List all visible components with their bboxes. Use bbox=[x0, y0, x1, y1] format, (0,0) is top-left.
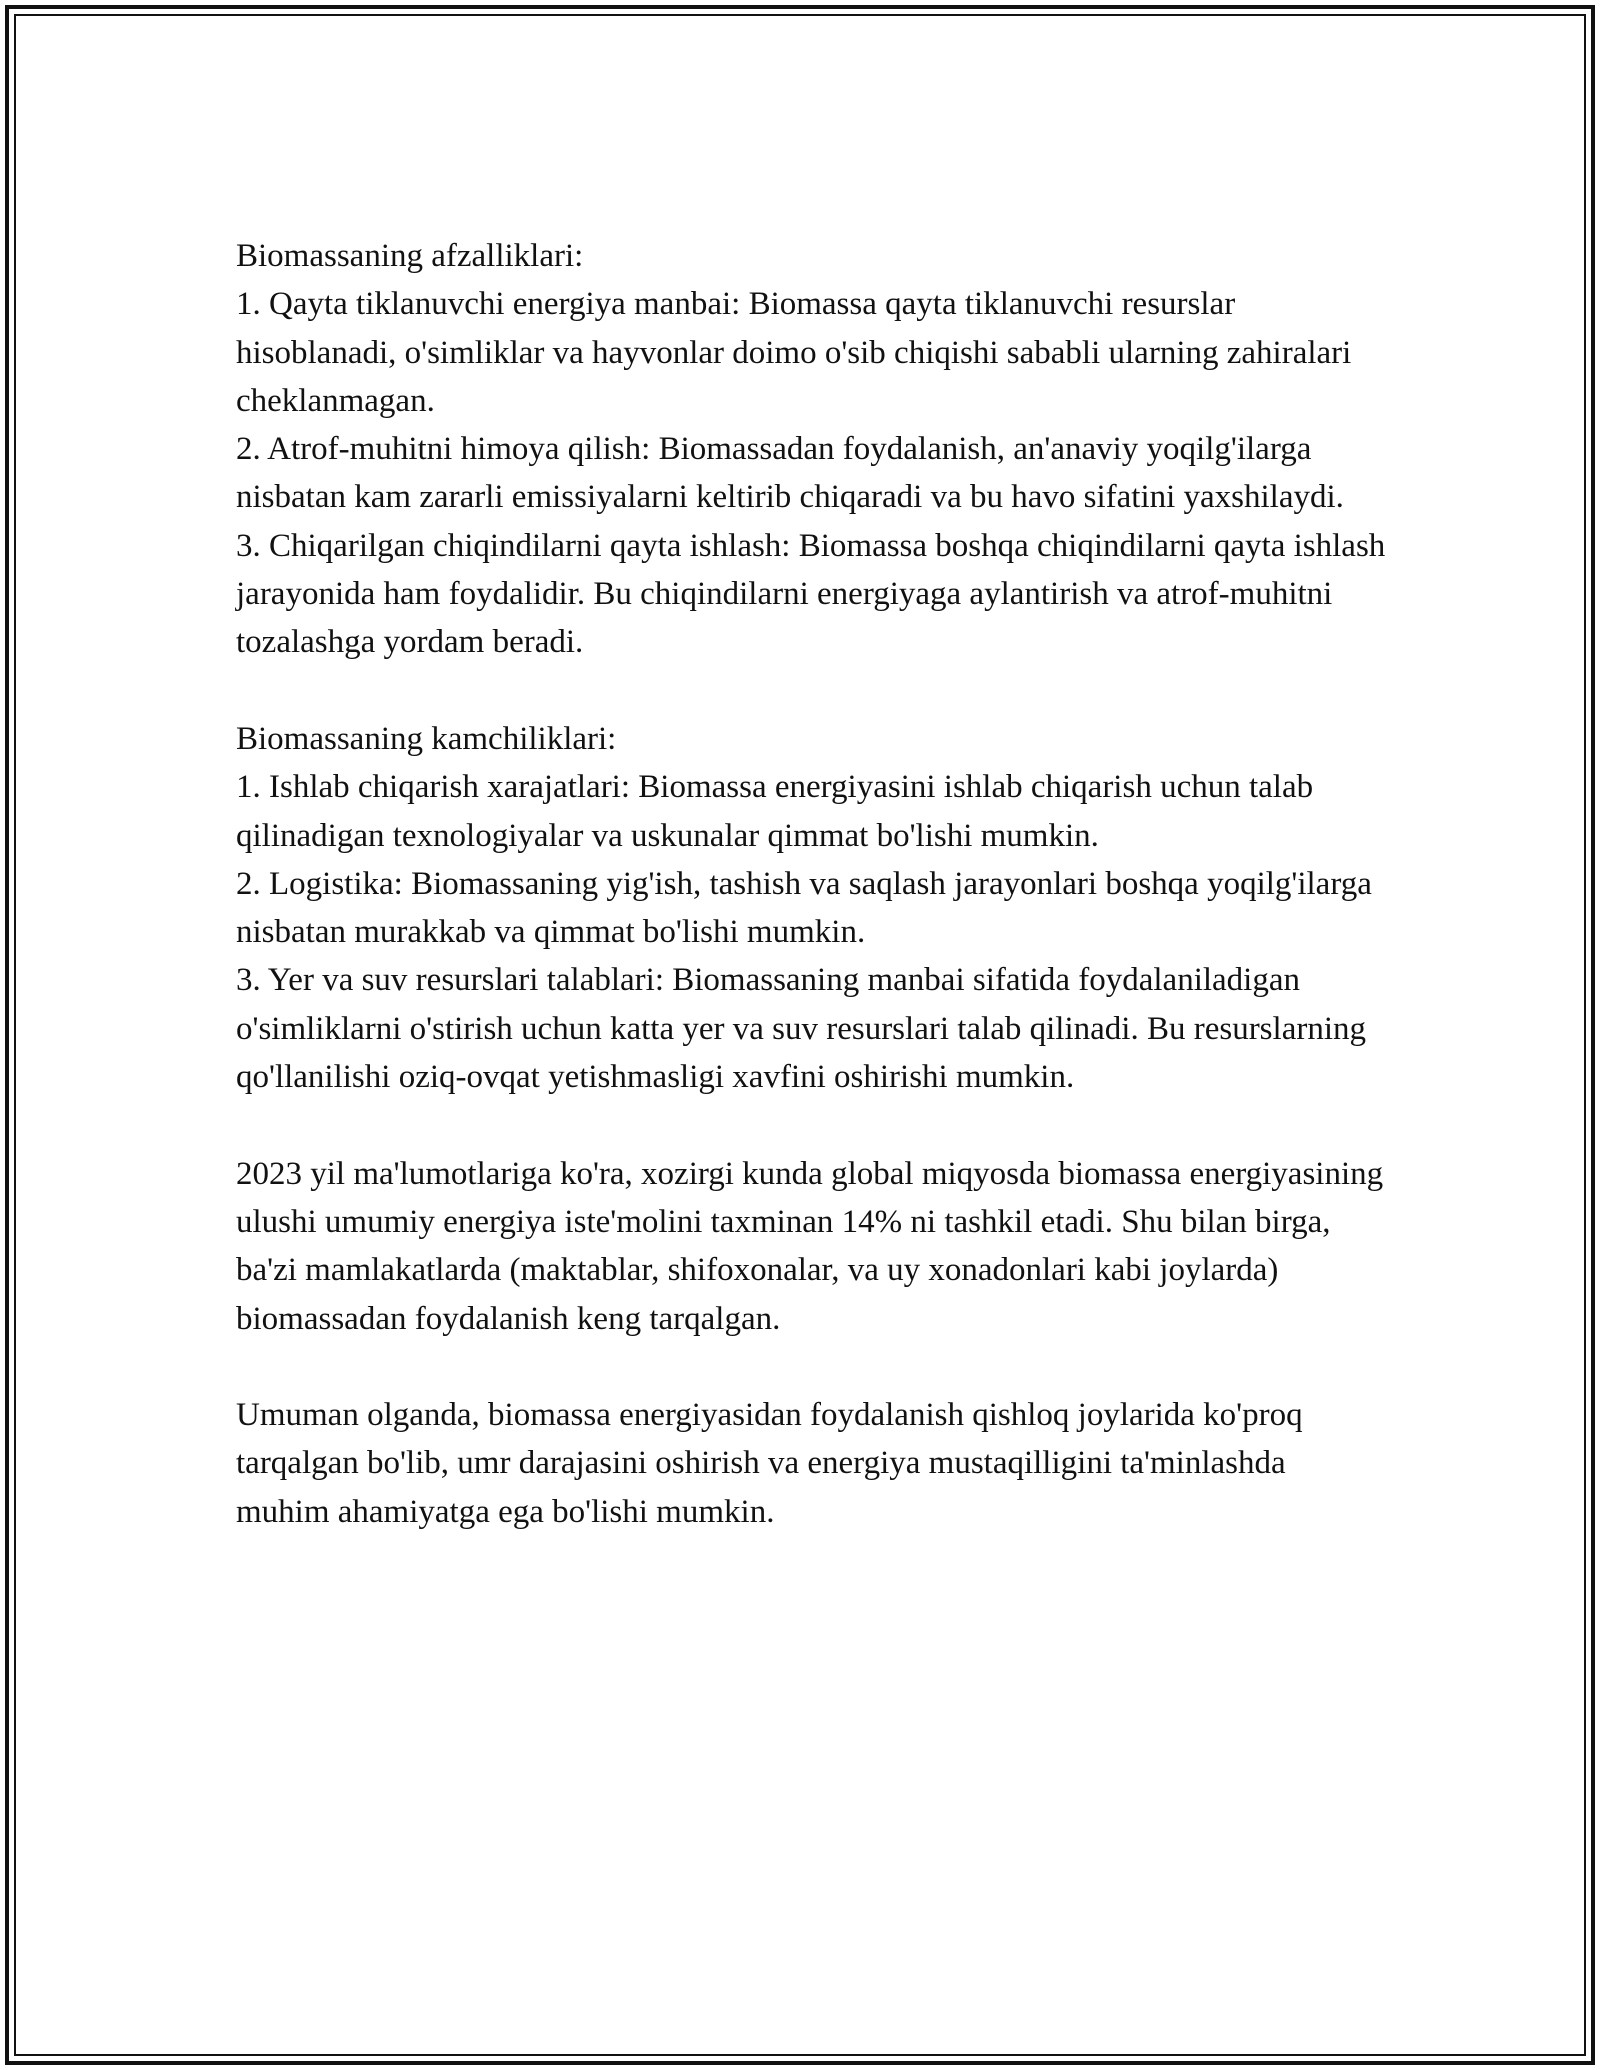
disadvantages-heading: Biomassaning kamchiliklari: bbox=[236, 720, 617, 757]
advantage-item-2: 2. Atrof-muhitni himoya qilish: Biomassadan foydalanish, an'anaviy yoqilg'ilarga nisbatan kam zararli emissiyalarni keltirib chiqaradi va bu havo sifatini yaxshilaydi. bbox=[236, 431, 1344, 516]
disadvantage-item-3: 3. Yer va suv resurslari talablari: Biomassaning manbai sifatida foydalaniladigan o'simliklarni o'stirish uchun katta yer va suv resurslari talab qilinadi. Bu resurslarning qo'llanilishi oziq-ovqat yetishmasligi xavfini oshirishi mumkin. bbox=[236, 962, 1366, 1096]
paragraph-gap bbox=[236, 1343, 1386, 1391]
advantage-item-3: 3. Chiqarilgan chiqindilarni qayta ishlash: Biomassa boshqa chiqindilarni qayta ishlash jarayonida ham foydalidir. Bu chiqindilarni energiyaga aylantirish va atrof-muhitni tozalashga yordam beradi. bbox=[236, 527, 1386, 661]
document-body bbox=[236, 232, 1386, 1536]
advantage-item-1: 1. Qayta tiklanuvchi energiya manbai: Biomassa qayta tiklanuvchi resurslar hisoblanadi, o'simliklar va hayvonlar doimo o'sib chiqishi sababli ularning zahiralari cheklanmagan. bbox=[236, 286, 1352, 419]
paragraph-gap bbox=[236, 1101, 1386, 1149]
conclusion-paragraph: Umuman olganda, biomassa energiyasidan foydalanish qishloq joylarida ko'proq tarqalgan bo'lib, umr darajasini oshirish va energiya mustaqilligini ta'minlashda muhim ahamiyatga ega bo'lishi mumkin. bbox=[236, 1397, 1303, 1530]
advantages-heading: Biomassaning afzalliklari: bbox=[236, 238, 584, 274]
disadvantage-item-1: 1. Ishlab chiqarish xarajatlari: Biomassa energiyasini ishlab chiqarish uchun talab qilinadigan texnologiyalar va uskunalar qimmat bo'lishi mumkin. bbox=[236, 769, 1314, 854]
statistics-paragraph: 2023 yil ma'lumotlariga ko'ra, xozirgi kunda global miqyosda biomassa energiyasining ulushi umumiy energiya iste'molini taxminan 14% ni tashkil etadi. Shu bilan birga, ba'zi mamlakatlarda (maktablar, shifoxonalar, va uy xonadonlari kabi joylarda) biomassadan foydalanish keng tarqalgan. bbox=[236, 1155, 1384, 1337]
disadvantage-item-2: 2. Logistika: Biomassaning yig'ish, tashish va saqlash jarayonlari boshqa yoqilg'ilarga nisbatan murakkab va qimmat bo'lishi mumkin. bbox=[236, 865, 1372, 951]
paragraph-gap bbox=[236, 667, 1386, 715]
